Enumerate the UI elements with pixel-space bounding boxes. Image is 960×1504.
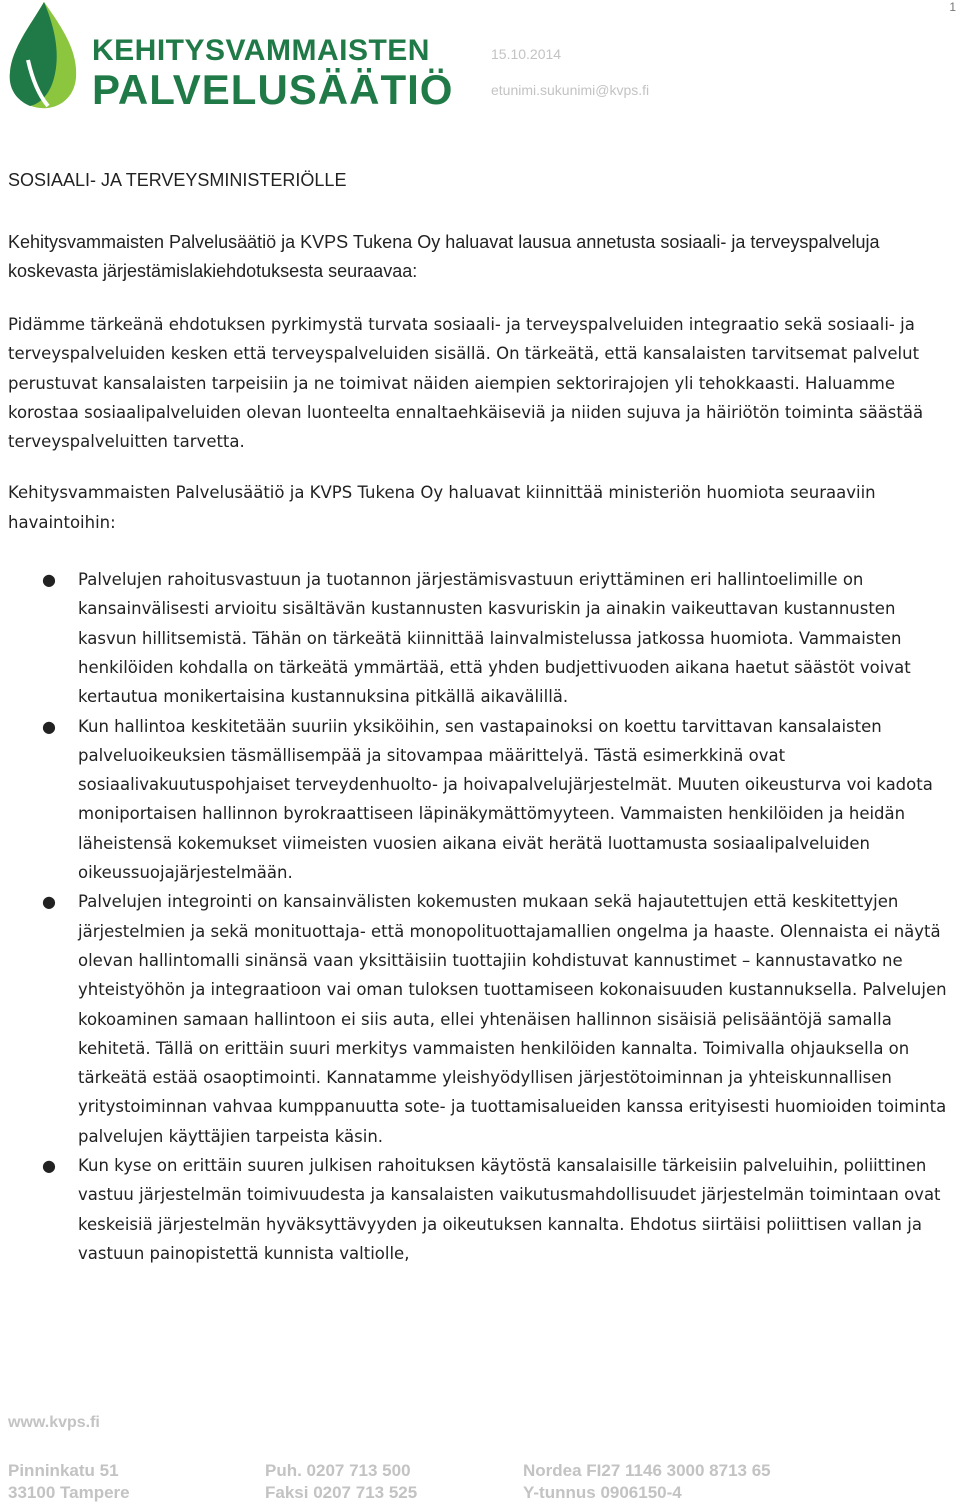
list-item-text: Kun hallintoa keskitetään suuriin yksiköihin, sen vastapainoksi on koettu tarvittavan kansalaisten palveluoikeuksien täsmällisempää ja sitovampaa määrittelyä. Tästä esimerkkinä ovat sosiaalivakuutuspohjaiset terveydenhuolto- ja hoivapalvelujärjestelmät. Muuten oikeusturva voi kadota moniportaisen hallinnon byrokraattiseen läpinäkymättömyyteen. Vammaisten henkilöiden ja heidän läheistensä kokemukset viimeisten vuosien aikana eivät herätä luottamusta sosiaalipalveluiden oikeussuojajärjestelmään. (78, 716, 933, 883)
page-number: 1 (949, 0, 956, 14)
contact-email: etunimi.sukunimi@kvps.fi (491, 82, 650, 98)
bullet-icon: ● (42, 892, 56, 912)
observations-list (8, 565, 958, 1268)
paragraph-observations-intro: Kehitysvammaisten Palvelusäätiö ja KVPS Tukena Oy haluavat kiinnittää ministeriön huomiota seuraaviin havaintoihin: (8, 483, 876, 532)
drop-leaf-icon (4, 0, 94, 112)
list-item (8, 887, 958, 1151)
list-item (8, 565, 958, 711)
footer-phone: Puh. 0207 713 500 (265, 1461, 411, 1480)
footer-business-id: Y-tunnus 0906150-4 (523, 1483, 682, 1502)
bullet-icon: ● (42, 1156, 56, 1176)
paragraph-integration: Pidämme tärkeänä ehdotuksen pyrkimystä turvata sosiaali- ja terveyspalveluiden integraatio sekä sosiaali- ja terveyspalveluiden kesken että terveyspalveluiden sisällä. On tärkeätä, että kansalaisten tarvitsemat palvelut perustuvat kansalaisten tarpeisiin ja ne toimivat näiden aiempien sektorirajojen yli tehokkaasti. Haluamme korostaa sosiaalipalveluiden olevan luonteelta ennaltaehkäiseviä ja niiden sujuva ja häiriötön toiminta säästää terveyspalveluitten tarvetta. (8, 315, 924, 452)
list-item-text: Palvelujen integrointi on kansainvälisten kokemusten mukaan sekä hajautettujen että keskitettyjen järjestelmien ja sekä monituottaja- että monopolituottajamallien ongelma ja haaste. Olennaista ei näytä olevan hallintomalli sinänsä vaan yksittäisiin tuottajiin kohdistuvat kannustimet – kannustavatko ne yhteistyöhön ja integraatioon vai oman tuloksen tuottamiseen kokonaisuuden kustannuksella. Palvelujen kokoaminen samaan hallintoon ei siis auta, ellei yhtenäisen hallinnon sisäisiä pelisääntöjä samalla kehitetä. Tällä on erittäin suuri merkitys vammaisten henkilöiden kannalta. Toimivalla ohjauksella on tärkeätä estää osaoptimointi. Kannatamme yleishyödyllisen järjestötoiminnan ja yhteiskunnallisen yritystoiminnan vahvaa kumppanuutta sote- ja tuottamisalueiden kanssa erityisesti huomioiden toiminta palvelujen käyttäjien tarpeista käsin. (78, 892, 947, 1146)
letter-body (8, 310, 958, 1268)
list-item-text: Palvelujen rahoitusvastuun ja tuotannon järjestämisvastuun eriyttäminen eri hallintoelimille on kansainvälisesti arvioitu sisältävän kustannusten kasvuriskin ja ainakin vaikeuttavan kustannusten kasvun hillitsemistä. Tähän on tärkeätä kiinnittää lainvalmistelussa jatkossa huomiota. Vammaisten henkilöiden kohdalla on tärkeätä ymmärtää, että yhden budjettivuoden aikana haetut säästöt voivat kertautua monikertaisina kustannuksina pitkällä aikavälillä. (78, 570, 911, 707)
footer-phone-column (265, 1460, 417, 1504)
logo-text-line2: PALVELUSÄÄTIÖ (92, 66, 454, 113)
logo-text-line1: KEHITYSVAMMAISTEN (92, 34, 430, 67)
footer-website: www.kvps.fi (8, 1414, 100, 1431)
footer-address-column (8, 1460, 130, 1504)
recipient-heading: SOSIAALI- JA TERVEYSMINISTERIÖLLE (8, 170, 347, 190)
letter-date: 15.10.2014 (491, 46, 562, 62)
footer-city: 33100 Tampere (8, 1483, 130, 1502)
footer-bank-column (523, 1460, 771, 1504)
bullet-icon: ● (42, 716, 56, 736)
organization-logo (4, 0, 454, 113)
footer-address: Pinninkatu 51 (8, 1461, 119, 1480)
list-item (8, 1151, 958, 1268)
bullet-icon: ● (42, 570, 56, 590)
footer-bank: Nordea FI27 1146 3000 8713 65 (523, 1461, 771, 1480)
list-item-text: Kun kyse on erittäin suuren julkisen rahoituksen käytöstä kansalaisille tärkeisiin palveluihin, poliittinen vastuu järjestelmän toimivuudesta ja kansalaisten vaikutusmahdollisuudet järjestelmän toimintaan ovat keskeisiä järjestelmän hyväksyttävyyden ja oikeutuksen kannalta. Ehdotus siirtäisi poliittisen vallan ja vastuun painopistettä kunnista valtiolle, (78, 1156, 941, 1263)
footer-fax: Faksi 0207 713 525 (265, 1483, 418, 1502)
intro-paragraph: Kehitysvammaisten Palvelusäätiö ja KVPS Tukena Oy haluavat lausua annetusta sosiaali- ja terveyspalveluja koskevasta järjestämislakiehdotuksesta seuraavaa: (8, 232, 880, 281)
list-item (8, 712, 958, 888)
